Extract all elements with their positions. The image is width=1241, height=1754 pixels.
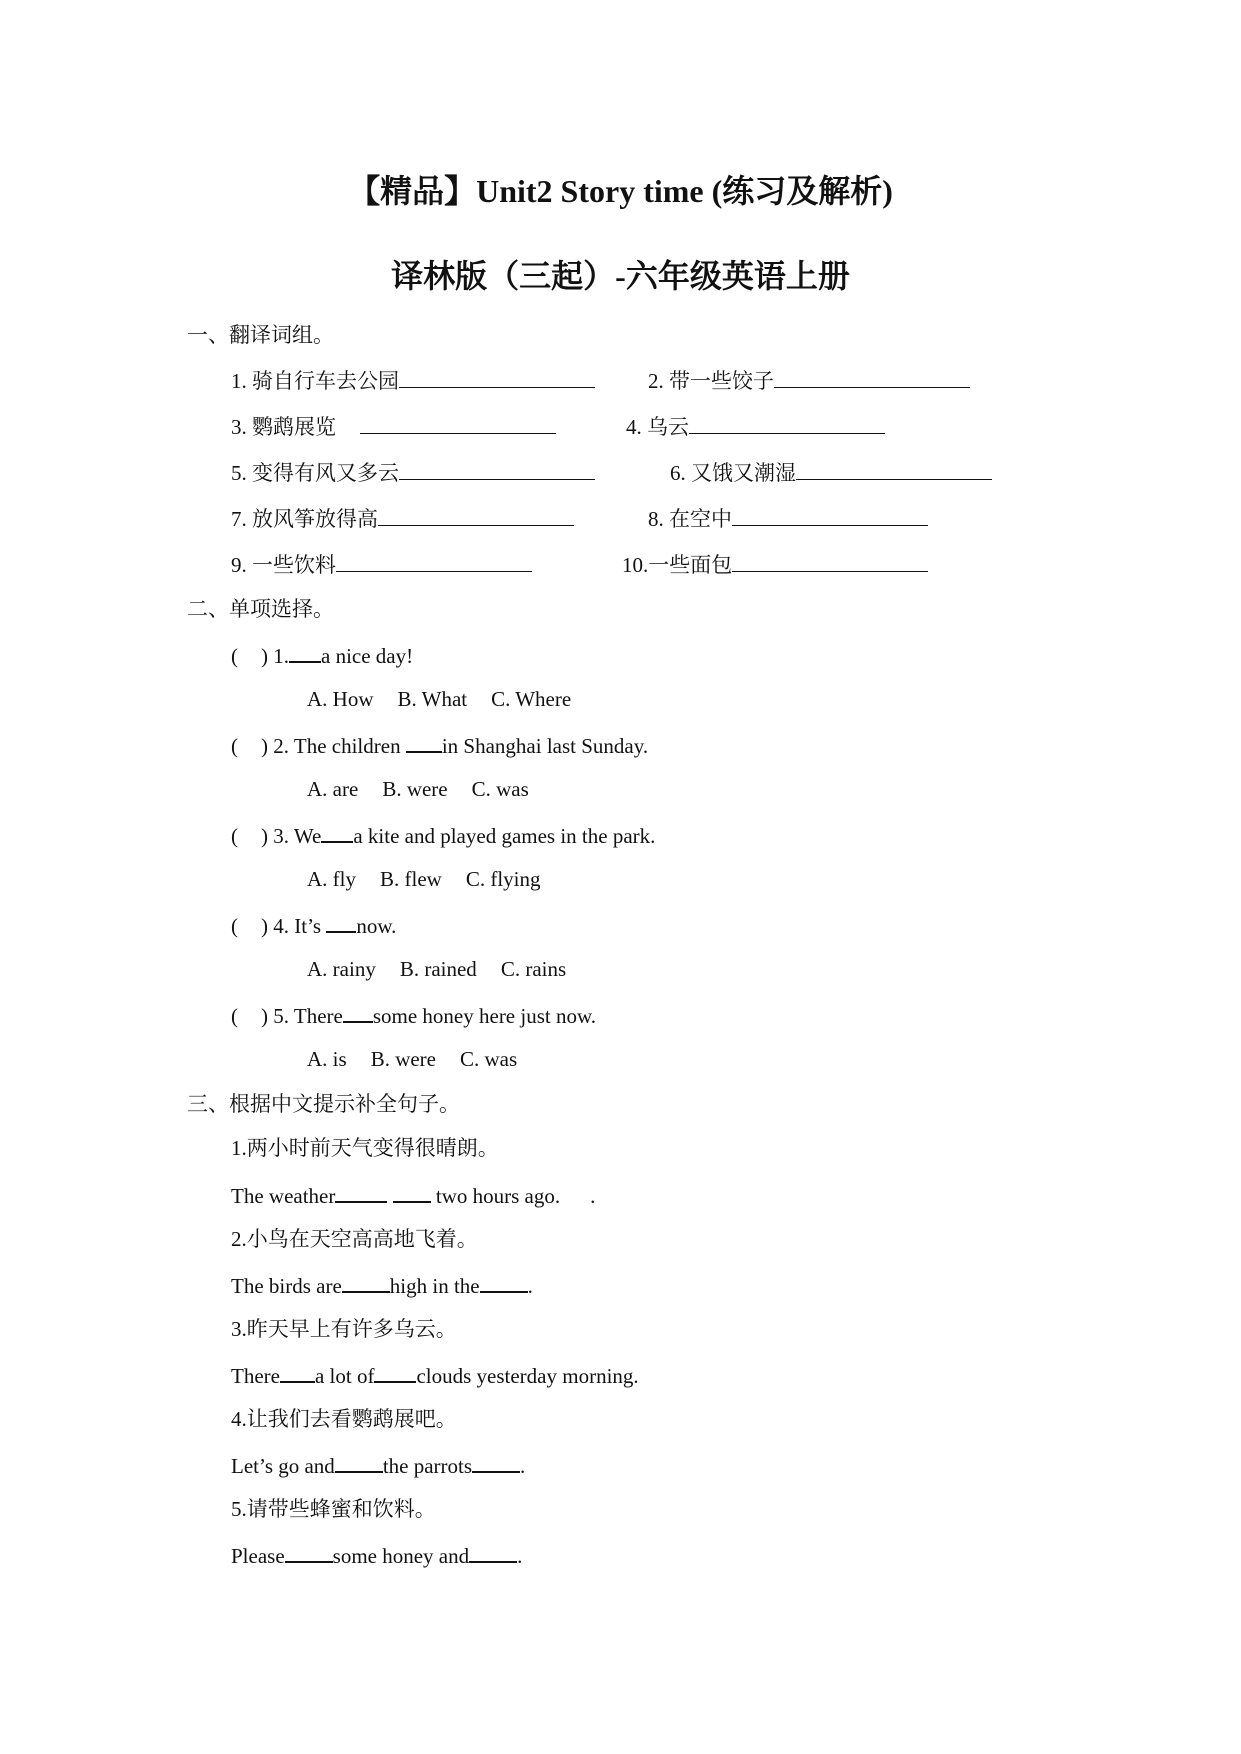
- sentence-text: .: [527, 1274, 533, 1298]
- answer-blank[interactable]: [285, 1544, 333, 1563]
- translation-item: [231, 416, 556, 438]
- answer-blank[interactable]: [342, 1274, 390, 1293]
- answer-paren-close: ): [261, 824, 268, 848]
- question-text: now.: [356, 914, 397, 938]
- answer-blank[interactable]: [378, 508, 574, 526]
- option-a[interactable]: A. is: [307, 1047, 347, 1071]
- translation-item: [622, 554, 928, 576]
- translation-item: [648, 370, 970, 392]
- sentence-line: [231, 1454, 525, 1477]
- option-c[interactable]: C. was: [460, 1047, 518, 1071]
- answer-blank[interactable]: [335, 1454, 383, 1473]
- option-c[interactable]: C. Where: [491, 687, 572, 711]
- option-b[interactable]: B. were: [370, 1047, 436, 1071]
- sentence-line: [231, 1544, 522, 1567]
- sentence-text: Please: [231, 1544, 285, 1568]
- question-number: 4. It’s: [273, 914, 327, 938]
- answer-blank[interactable]: [399, 462, 595, 480]
- translation-item: [231, 508, 574, 530]
- translation-item: [670, 462, 992, 484]
- section2-heading: 二、单项选择。: [187, 597, 334, 621]
- mc-options: [307, 959, 590, 980]
- section1-heading: 一、翻译词组。: [187, 323, 334, 347]
- sentence-text: .: [520, 1454, 526, 1478]
- answer-blank[interactable]: [732, 508, 928, 526]
- option-b[interactable]: B. were: [382, 777, 448, 801]
- translation-item: [231, 554, 532, 576]
- sentence-text: The birds are: [231, 1274, 342, 1298]
- answer-blank[interactable]: [796, 462, 992, 480]
- answer-blank[interactable]: [469, 1544, 517, 1563]
- question-number: 5. There: [273, 1004, 343, 1028]
- translation-prompt: 1. 骑自行车去公园: [231, 369, 399, 393]
- mc-question: [231, 914, 396, 937]
- answer-blank[interactable]: [335, 1184, 387, 1203]
- page-title: 【精品】Unit2 Story time (练习及解析): [348, 173, 893, 209]
- answer-paren-open[interactable]: (: [231, 1004, 238, 1028]
- answer-paren-close: ): [261, 734, 268, 758]
- translation-prompt: 9. 一些饮料: [231, 553, 336, 577]
- answer-paren-open[interactable]: (: [231, 824, 238, 848]
- sentence-text: high in the: [389, 1274, 480, 1298]
- question-number: 2. The children: [273, 734, 406, 758]
- answer-blank[interactable]: [689, 416, 885, 434]
- question-text: some honey here just now.: [372, 1004, 597, 1028]
- option-b[interactable]: B. rained: [399, 957, 477, 981]
- translation-prompt: 7. 放风筝放得高: [231, 507, 378, 531]
- answer-blank[interactable]: [280, 1364, 315, 1383]
- mc-question: [231, 734, 648, 757]
- answer-paren-open[interactable]: (: [231, 914, 238, 938]
- sentence-prompt-cn: 3.昨天早上有许多乌云。: [231, 1317, 457, 1341]
- sentence-prompt-cn: 1.两小时前天气变得很晴朗。: [231, 1136, 499, 1160]
- translation-item: [231, 462, 595, 484]
- option-b[interactable]: B. flew: [380, 867, 442, 891]
- option-c[interactable]: C. flying: [465, 867, 541, 891]
- section3-heading: 三、根据中文提示补全句子。: [187, 1092, 460, 1116]
- answer-blank[interactable]: [732, 554, 928, 572]
- answer-paren-close: ): [261, 644, 268, 668]
- option-c[interactable]: C. was: [471, 777, 529, 801]
- answer-paren-open[interactable]: (: [231, 644, 238, 668]
- option-b[interactable]: B. What: [397, 687, 468, 711]
- mc-question: [231, 644, 413, 667]
- answer-blank[interactable]: [360, 416, 556, 434]
- answer-blank[interactable]: [336, 554, 532, 572]
- sentence-text: Let’s go and: [231, 1454, 335, 1478]
- sentence-line: [231, 1184, 595, 1207]
- question-number: 3. We: [273, 824, 322, 848]
- question-text: in Shanghai last Sunday.: [441, 734, 649, 758]
- mc-options: [307, 689, 595, 710]
- option-a[interactable]: A. How: [307, 687, 374, 711]
- answer-blank[interactable]: [321, 824, 353, 843]
- sentence-text: two hours ago.: [430, 1184, 561, 1208]
- sentence-text: .: [517, 1544, 523, 1568]
- answer-blank[interactable]: [326, 914, 356, 933]
- answer-blank[interactable]: [774, 370, 970, 388]
- option-a[interactable]: A. fly: [307, 867, 356, 891]
- answer-blank[interactable]: [399, 370, 595, 388]
- mc-question: [231, 1004, 596, 1027]
- answer-blank[interactable]: [472, 1454, 520, 1473]
- mc-options: [307, 1049, 541, 1070]
- answer-blank[interactable]: [480, 1274, 528, 1293]
- option-a[interactable]: A. rainy: [307, 957, 376, 981]
- sentence-text: some honey and: [332, 1544, 470, 1568]
- translation-prompt: 10.一些面包: [622, 553, 733, 577]
- answer-blank[interactable]: [343, 1004, 373, 1023]
- question-number: 1.: [273, 644, 289, 668]
- option-c[interactable]: C. rains: [500, 957, 567, 981]
- translation-item: [231, 370, 595, 392]
- sentence-text: .: [590, 1184, 596, 1208]
- answer-blank[interactable]: [406, 734, 442, 753]
- sentence-text: There: [231, 1364, 280, 1388]
- translation-prompt: 6. 又饿又潮湿: [670, 461, 796, 485]
- translation-prompt: 4. 乌云: [626, 415, 689, 439]
- translation-item: [648, 508, 928, 530]
- translation-prompt: 5. 变得有风又多云: [231, 461, 399, 485]
- question-text: a nice day!: [321, 644, 414, 668]
- sentence-text: a lot of: [314, 1364, 375, 1388]
- sentence-text: clouds yesterday morning.: [416, 1364, 639, 1388]
- answer-paren-open[interactable]: (: [231, 734, 238, 758]
- translation-prompt: 3. 鹦鹉展览: [231, 415, 336, 439]
- page-subtitle: 译林版（三起）-六年级英语上册: [391, 258, 850, 294]
- translation-prompt: 2. 带一些饺子: [648, 369, 774, 393]
- translation-prompt: 8. 在空中: [648, 507, 732, 531]
- sentence-prompt-cn: 2.小鸟在天空高高地飞着。: [231, 1227, 478, 1251]
- sentence-prompt-cn: 5.请带些蜂蜜和饮料。: [231, 1497, 436, 1521]
- sentence-line: [231, 1364, 639, 1387]
- translation-item: [626, 416, 885, 438]
- answer-blank[interactable]: [374, 1364, 416, 1383]
- sentence-line: [231, 1274, 533, 1297]
- sentence-prompt-cn: 4.让我们去看鹦鹉展吧。: [231, 1407, 457, 1431]
- answer-paren-close: ): [261, 914, 268, 938]
- option-a[interactable]: A. are: [307, 777, 359, 801]
- answer-paren-close: ): [261, 1004, 268, 1028]
- mc-options: [307, 779, 553, 800]
- answer-blank[interactable]: [393, 1184, 431, 1203]
- sentence-text: The weather: [231, 1184, 336, 1208]
- answer-blank[interactable]: [289, 644, 321, 663]
- sentence-text: the parrots: [382, 1454, 473, 1478]
- mc-options: [307, 869, 565, 890]
- question-text: a kite and played games in the park.: [353, 824, 656, 848]
- mc-question: [231, 824, 655, 847]
